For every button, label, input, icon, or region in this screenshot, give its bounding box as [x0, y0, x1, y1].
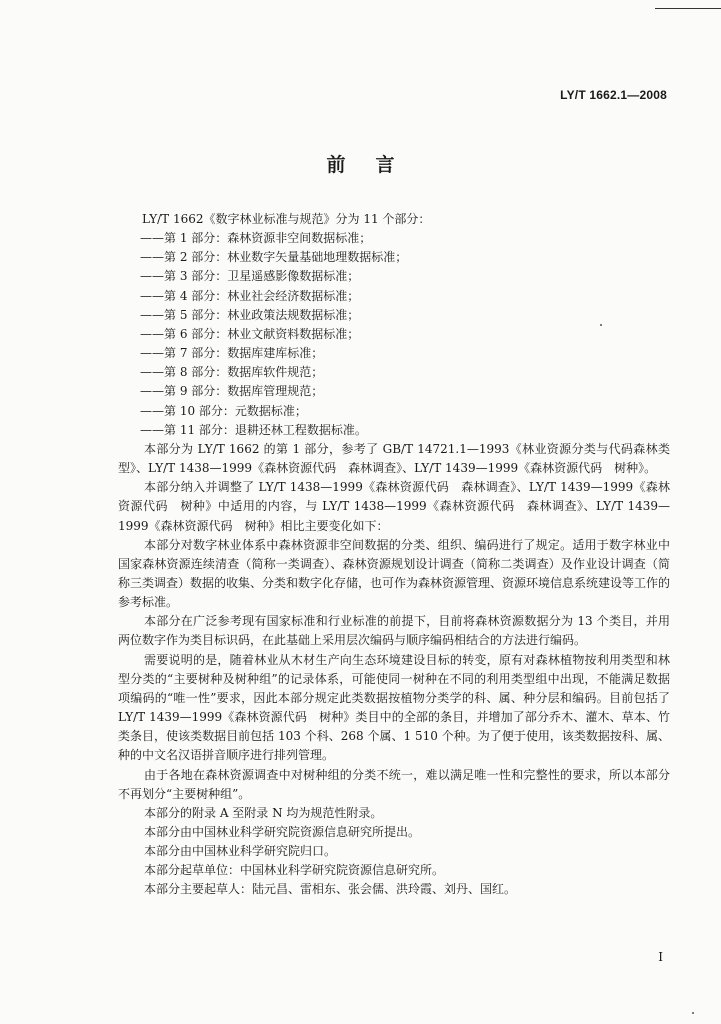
paragraph: 本部分在广泛参考现有国家标准和行业标准的前提下，目前将森林资源数据分为 13 个类目，并用两位数字作为类目标识码，在此基础上采用层次编码与顺序编码相结合的方法进行编码。	[118, 614, 670, 648]
list-item: ——第 1 部分：森林资源非空间数据标准；	[140, 231, 372, 246]
scan-speck	[692, 1012, 694, 1014]
paragraph: 由于各地在森林资源调查中对树种组的分类不统一，难以满足唯一性和完整性的要求，所以本部分不再划分“主要树种组”。	[118, 767, 670, 801]
paragraph: 本部分为 LY/T 1662 的第 1 部分，参考了 GB/T 14721.1—1993《林业资源分类与代码森林类型》、LY/T 1438—1999《森林资源代码 森林调查》、LY/T 1439—1999《森林资源代码 树种》。	[118, 441, 670, 476]
list-item: ——第 4 部分：林业社会经济数据标准；	[140, 288, 360, 303]
page-title: 前言	[326, 154, 425, 176]
list-item: ——第 2 部分：林业数字矢量基础地理数据标准；	[140, 250, 408, 265]
list-item: ——第 7 部分：数据库建库标准；	[140, 346, 324, 361]
list-item: ——第 3 部分：卫星遥感影像数据标准；	[140, 269, 360, 284]
paragraph: 本部分由中国林业科学研究院资源信息研究所提出。	[144, 825, 421, 839]
paragraph: 本部分对数字林业体系中森林资源非空间数据的分类、组织、编码进行了规定。适用于数字林业中国家森林资源连续清查（简称一类调查）、森林资源规划设计调查（简称二类调查）及作业设计调查（简称三类调查）数据的收集、分类和数字化存储，也可作为森林资源管理、资源环境信息系统建设等工作的参考标准。	[118, 537, 671, 610]
document-body	[118, 210, 670, 900]
paragraph: 本部分主要起草人：陆元昌、雷相东、张会儒、洪玲霞、刘丹、国红。	[144, 882, 517, 897]
parts-list	[118, 229, 670, 440]
paragraph: 本部分由中国林业科学研究院归口。	[144, 844, 337, 859]
list-item: ——第 10 部分：元数据标准；	[140, 403, 307, 418]
paragraph: 本部分纳入并调整了 LY/T 1438—1999《森林资源代码 森林调查》、LY/T 1439—1999《森林资源代码 树种》中适用的内容，与 LY/T 1438—1999《森林资源代码 森林调查》、LY/T 1439—1999《森林资源代码 树种》相比主要变化如下：	[118, 480, 670, 533]
paragraph: 本部分的附录 A 至附录 N 均为规范性附录。	[144, 805, 383, 820]
top-rule	[655, 8, 721, 9]
list-item: ——第 11 部分：退耕还林工程数据标准。	[140, 422, 367, 437]
paragraph: 需要说明的是，随着林业从木材生产向生态环境建设目标的转变，原有对森林植物按利用类型和林型分类的“主要树种及树种组”的记录体系，可能使同一树种在不同的利用类型组中出现，不能满足数据项编码的“唯一性”要求，因此本部分规定此类数据按植物分类学的科、属、种分层和编码。目前包括了 LY/T 1439—1999《森林资源代码 树种》类目中的全部的条目，并增加了部分乔木、灌木、草本、竹类条目，使该类数据目前包括 103 个科、268 个属、1 510 个种。为了便于使用，该类数据按科、属、种的中文名汉语拼音顺序进行排列管理。	[118, 652, 670, 763]
list-item: ——第 5 部分：林业政策法规数据标准；	[140, 307, 360, 322]
paragraph: 本部分起草单位：中国林业科学研究院资源信息研究所。	[144, 863, 445, 878]
standard-number: LY/T 1662.1—2008	[560, 88, 667, 102]
list-item: ——第 6 部分：林业文献资料数据标准；	[140, 326, 360, 341]
page-number: I	[658, 950, 663, 964]
list-item: ——第 9 部分：数据库管理规范；	[140, 384, 324, 399]
intro-line: LY/T 1662《数字林业标准与规范》分为 11 个部分：	[142, 212, 431, 226]
scan-speck	[600, 324, 602, 326]
list-item: ——第 8 部分：数据库软件规范；	[140, 365, 324, 380]
